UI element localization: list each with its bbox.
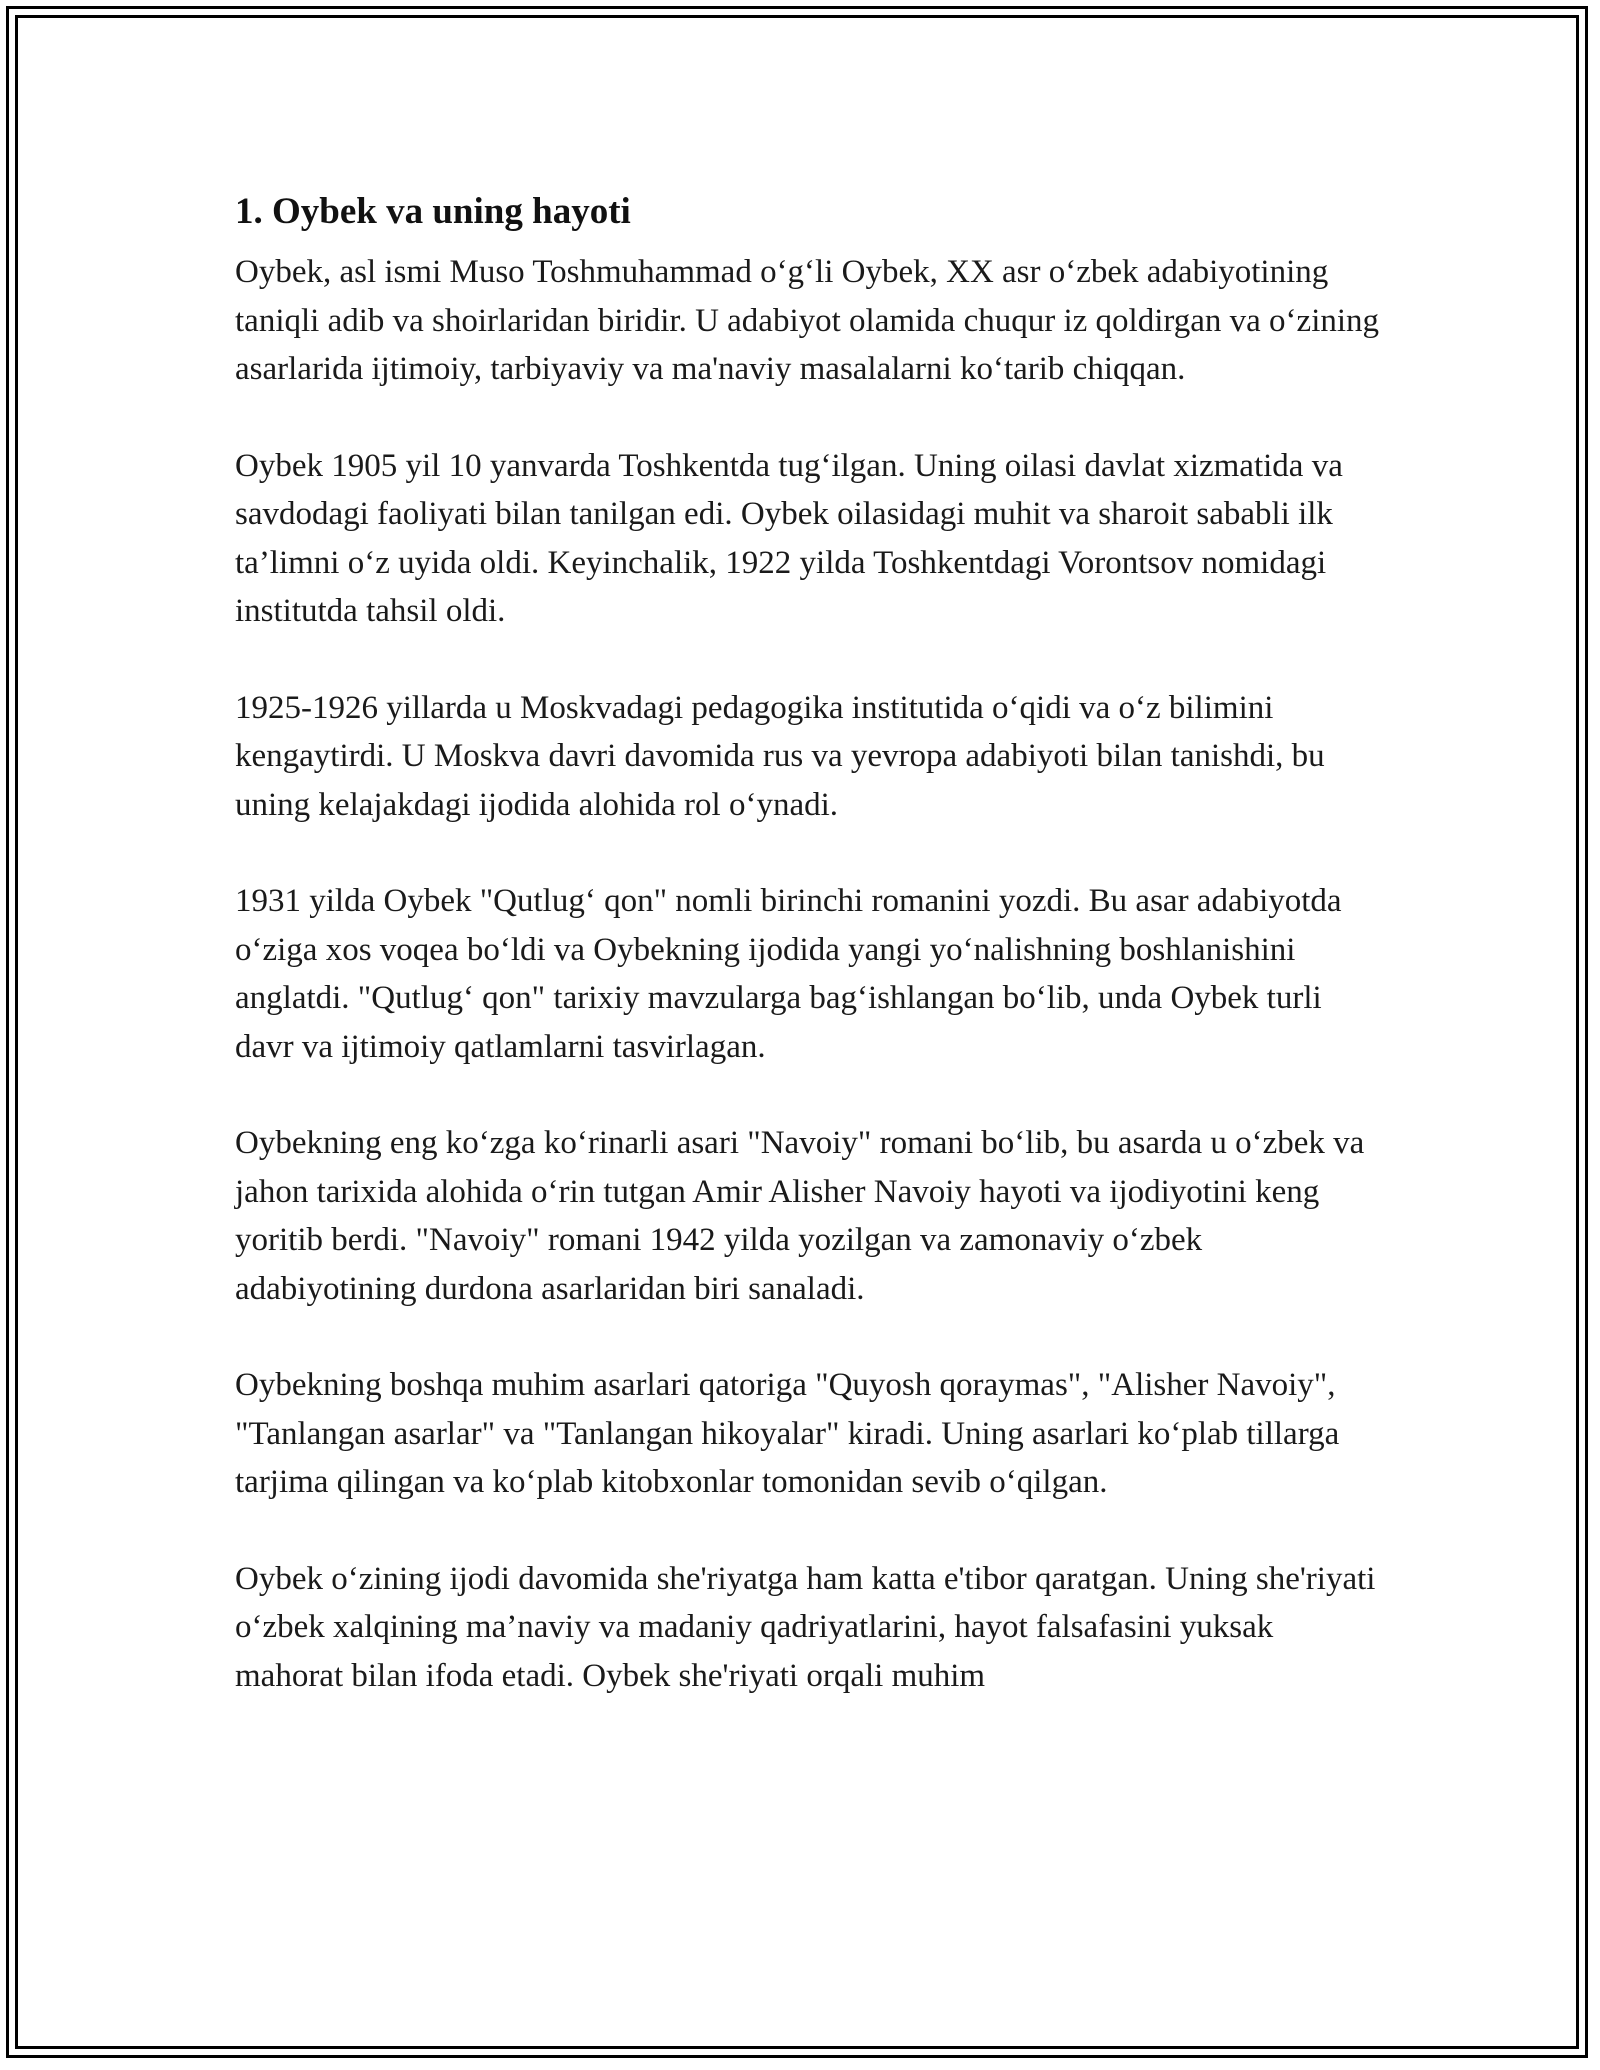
paragraph-intro: Oybek, asl ismi Muso Toshmuhammad o‘g‘li Oybek, XX asr o‘zbek adabiyotining taniqli adib va shoirlaridan biridir. U adabiyot olamida chuqur iz qoldirgan va o‘zining asarlarida ijtimoiy, tarbiyaviy va ma'naviy masalalarni ko‘tarib chiqqan. — [235, 254, 1380, 387]
section-heading: 1. Oybek va uning hayoti — [235, 191, 631, 232]
paragraph-poetry: Oybek o‘zining ijodi davomida she'riyatga ham katta e'tibor qaratgan. Uning she'riyati o‘zbek xalqining ma’naviy va madaniy qadriyatlarini, hayot falsafasini yuksak mahorat bilan ifoda etadi. Oybek she'riyati orqali muhim — [235, 1560, 1376, 1694]
document-body — [235, 186, 1385, 1748]
paragraph-other-works: Oybekning boshqa muhim asarlari qatoriga "Quyosh qoraymas", "Alisher Navoiy", "Tanlangan asarlar" va "Tanlangan hikoyalar" kiradi. Uning asarlari ko‘plab tillarga tarjima qilingan va ko‘plab kitobxonlar tomonidan sevib o‘qilgan. — [235, 1367, 1340, 1500]
paragraph-first-novel: 1931 yilda Oybek "Qutlug‘ qon" nomli birinchi romanini yozdi. Bu asar adabiyotda o‘ziga xos voqea bo‘ldi va Oybekning ijodida yangi yo‘nalishning boshlanishini anglatdi. "Qutlug‘ qon" tarixiy mavzularga bag‘ishlangan bo‘lib, unda Oybek turli davr va ijtimoiy qatlamlarni tasvirlagan. — [235, 883, 1342, 1065]
paragraph-navoiy-novel: Oybekning eng ko‘zga ko‘rinarli asari "Navoiy" romani bo‘lib, bu asarda u o‘zbek va jahon tarixida alohida o‘rin tutgan Amir Alisher Navoiy hayoti va ijodiyotini keng yoritib berdi. "Navoiy" romani 1942 yilda yozilgan va zamonaviy o‘zbek adabiyotining durdona asarlaridan biri sanaladi. — [235, 1125, 1365, 1307]
paragraph-birth: Oybek 1905 yil 10 yanvarda Toshkentda tug‘ilgan. Uning oilasi davlat xizmatida va savdodagi faoliyati bilan tanilgan edi. Oybek oilasidagi muhit va sharoit sababli ilk ta’limni o‘z uyida oldi. Keyinchalik, 1922 yilda Toshkentdagi Vorontsov nomidagi institutda tahsil oldi. — [235, 447, 1343, 629]
paragraph-moscow: 1925-1926 yillarda u Moskvadagi pedagogika institutida o‘qidi va o‘z bilimini kengaytirdi. U Moskva davri davomida rus va yevropa adabiyoti bilan tanishdi, bu uning kelajakdagi ijodida alohida rol o‘ynadi. — [235, 689, 1325, 823]
